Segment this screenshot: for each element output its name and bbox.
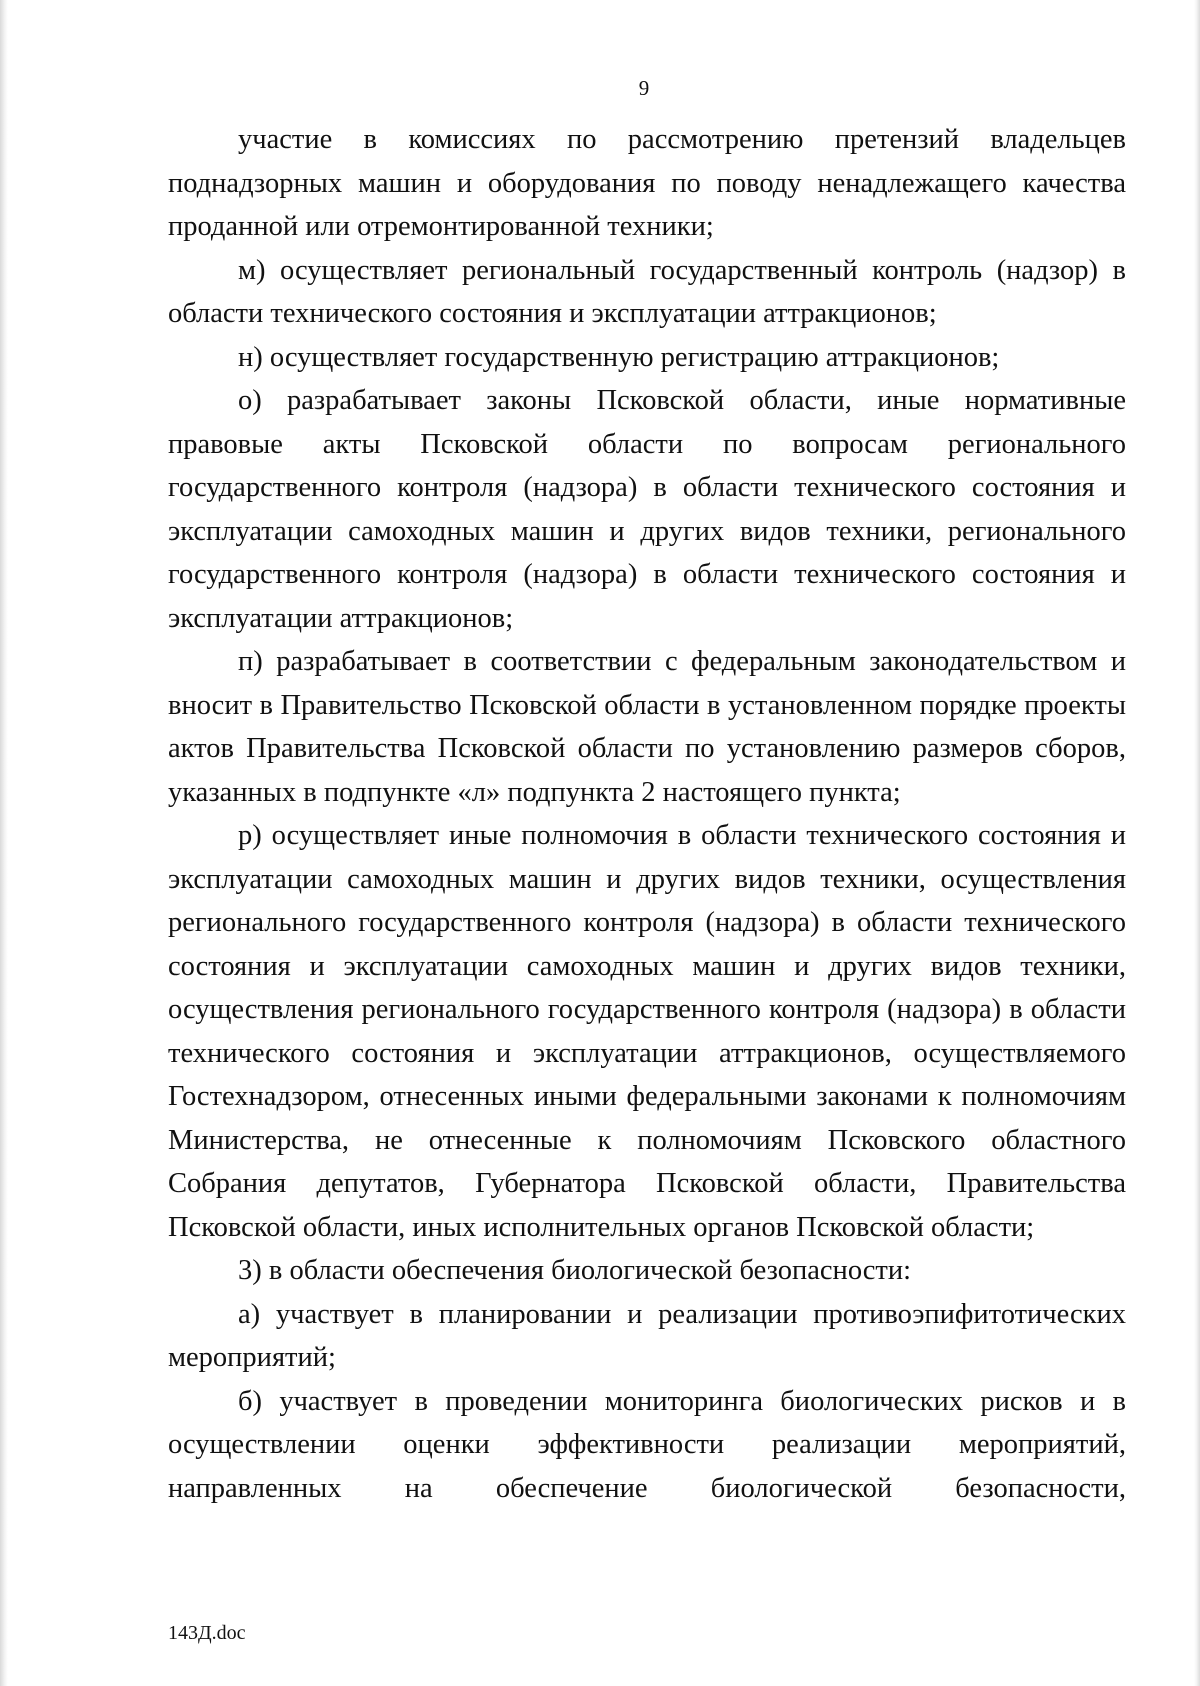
- paragraph-p: п) разрабатывает в соответствии с федеральным законодательством и вносит в Правительство Псковской области в установленном порядке проекты актов Правительства Псковской области по установлению размеров сборов, указанных в подпункте «л» подпункта 2 настоящего пункта;: [168, 646, 1126, 808]
- page-number: 9: [638, 76, 650, 100]
- paragraph-b: б) участвует в проведении мониторинга биологических рисков и в осуществлении оценки эффективности реализации мероприятий, направленных на обеспечение биологической безопасности,: [168, 1385, 1126, 1504]
- paragraph-commissions: участие в комиссиях по рассмотрению претензий владельцев поднадзорных машин и оборудования по поводу ненадлежащего качества проданной или отремонтированной техники;: [168, 124, 1126, 242]
- paragraph-o: о) разрабатывает законы Псковской области, иные нормативные правовые акты Псковской области по вопросам регионального государственного контроля (надзора) в области технического состояния и эксплуатации самоходных машин и других видов техники, регионального государственного контроля (надзора) в области технического состояния и эксплуатации аттракционов;: [168, 385, 1126, 634]
- scan-edge-right: [1194, 0, 1200, 1686]
- footer-filename: 143Д.doc: [168, 1622, 246, 1644]
- paragraph-m: м) осуществляет региональный государственный контроль (надзор) в области технического состояния и эксплуатации аттракционов;: [168, 254, 1126, 329]
- paragraph-a: а) участвует в планировании и реализации противоэпифитотических мероприятий;: [168, 1298, 1126, 1373]
- paragraph-section-3: 3) в области обеспечения биологической безопасности:: [238, 1255, 912, 1286]
- paragraph-n: н) осуществляет государственную регистрацию аттракционов;: [238, 341, 1000, 373]
- paragraph-r: р) осуществляет иные полномочия в области технического состояния и эксплуатации самоходных машин и других видов техники, осуществления регионального государственного контроля (надзора) в области технического состояния и эксплуатации самоходных машин и других видов техники, осуществления регионального государственного контроля (надзора) в области технического состояния и эксплуатации аттракционов, осуществляемого Гостехнадзором, отнесенных иными федеральными законами к полномочиям Министерства, не отнесенные к полномочиям Псковского областного Собрания депутатов, Губернатора Псковской области, Правительства Псковской области, иных исполнительных органов Псковской области;: [168, 820, 1126, 1243]
- scan-edge-left: [0, 0, 8, 1686]
- document-body: [168, 118, 1126, 1510]
